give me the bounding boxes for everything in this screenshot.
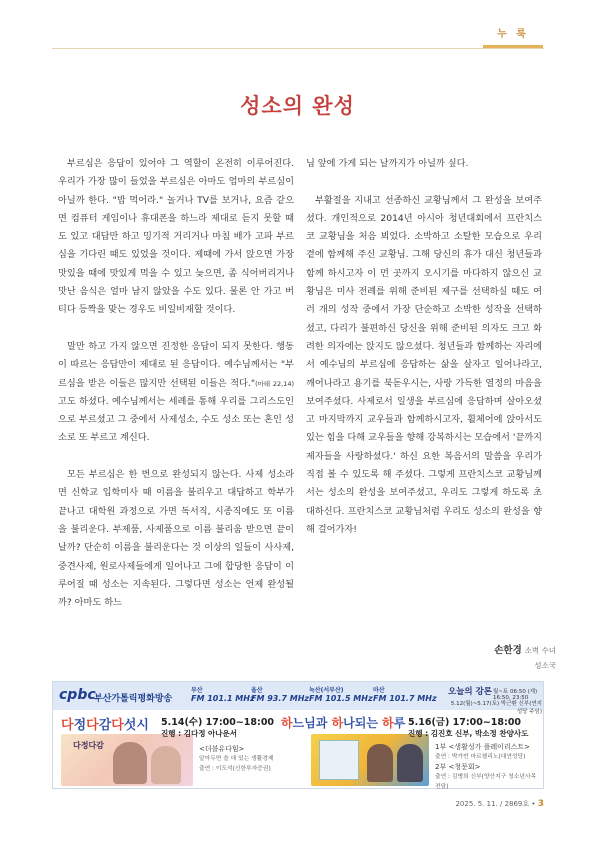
title-part: 느님과 bbox=[292, 716, 332, 730]
program1-detail bbox=[199, 744, 307, 774]
photo-label: 다정다감 bbox=[73, 741, 104, 750]
right-column bbox=[306, 155, 542, 558]
author-role: 소벽 수녀 bbox=[524, 646, 556, 655]
author-line bbox=[306, 642, 556, 656]
frequency bbox=[251, 685, 309, 703]
paragraph-text: 고도 하셨다. 예수님께서는 세례를 통해 우리를 그리스도인으로 부르셨고 그 중에서 사제성소, 수도 성소 또는 혼인 성소로 또 부르고 계신다. bbox=[58, 395, 294, 444]
guest-figure bbox=[397, 744, 423, 782]
section-label: 누 룩 bbox=[497, 29, 529, 40]
program2-photo bbox=[311, 734, 429, 786]
issue-info: 2025. 5. 11. / 2869호 • bbox=[455, 800, 536, 808]
paragraph: 부활절을 지내고 선종하신 교황님께서 그 완성을 보여주셨다. 개인적으로 2014년 아시아 청년대회에서 프란치스코 교황님을 처음 뵈었다. 소박하고 소탈한 모습으로 우리 곁에 함께해 주신 교황님. 그해 당신의 휴가 대신 청년들과 함께 하시고자 이 먼 곳까지 오시기를 마다하지 않으신 교황님은 미사 전례를 위해 준비된 제구를 선택하실 때도 여러 개의 성작 중에서 가장 단순하고 소박한 성작을 선택하셨고, 다리가 불편하신 당신을 위해 준비된 의자도 크고 화려한 의자에는 앉지도 않으셨다. 청년들과 함께하는 자리에서 예수님의 부르심에 응답하는 삶을 살자고 일어나라고, 깨어나라고 용기를 북돋우시는, 사랑 가득한 열정의 마음을 보여주셨다. 사제로서 일생을 부르심에 응답하며 살아오셨고 마지막까지 교우들과 함께하시고자, 휠체어에 앉아서도 있는 힘을 다해 교우들을 향해 강복하시는 모습에서 '끝까지 제자들을 사랑하셨다.' 하신 요한 복음서의 말씀을 우리가 직접 볼 수 있도록 해 주셨다. 그렇게 프란치스코 교황님께서는 성소의 완성을 보여주셨고, 우리도 그렇게 하도록 초대하신다. 프란치스코 교황님처럼 우리도 성소의 완성을 향해 걸어가자! bbox=[306, 194, 542, 535]
freq-location: 울산 bbox=[251, 687, 263, 694]
freq-value: FM 101.7 MHz bbox=[373, 694, 437, 703]
program1-date: 5.14(수) 17:00~18:00 bbox=[161, 717, 275, 728]
station-name: 부산가톨릭평화방송 bbox=[94, 694, 173, 704]
cpbc-logo: cpbc bbox=[59, 687, 96, 703]
frequency bbox=[309, 685, 373, 703]
author-name: 손한경 bbox=[494, 645, 522, 656]
featured-show-time: 월~토 06:50 (재) 16:50, 23:50 bbox=[493, 689, 538, 701]
citation: (마태 22,14) bbox=[255, 379, 294, 388]
title-part: 감 bbox=[98, 718, 112, 733]
top-rule bbox=[52, 48, 544, 49]
program1-photo bbox=[61, 734, 193, 786]
page-number: 3 bbox=[537, 799, 544, 809]
detail-line: 출연 : 김병희 신부(양산지구 청소년사목 전담) bbox=[435, 774, 537, 790]
host-figure bbox=[113, 742, 147, 784]
paragraph-text: 말만 하고 가지 않으면 진정한 응답이 되지 못한다. 행동이 따르는 응답만이 제대로 된 응답이다. 예수님께서는 "부르심을 받은 이들은 많지만 선택된 이들은 적다." bbox=[58, 340, 294, 389]
featured-show-title: 오늘의 강론 bbox=[448, 687, 493, 697]
frequency bbox=[373, 685, 437, 703]
title-part: 정 bbox=[73, 718, 87, 733]
title-part: 하 bbox=[331, 716, 344, 730]
freq-value: FM 101.5 MHz bbox=[309, 694, 373, 703]
title-part: 다 bbox=[86, 718, 99, 733]
featured-show-sub: 5.12(월)~5.17(토) 박근환 신부(연지성당 주임) bbox=[450, 701, 542, 715]
article-title: 성소의 완성 bbox=[240, 94, 355, 118]
title-part: 하 bbox=[281, 716, 293, 730]
page-footer bbox=[0, 799, 544, 809]
paragraph: 부르심은 응답이 있어야 그 역할이 온전히 이루어진다. 우리가 가장 많이 들었을 부르심은 아마도 엄마의 부르심이 아닐까 한다. "밥 먹어라." 놀거나 TV를 보거나, 요즘 같으면 컴퓨터 게임이나 휴대폰을 하느라 제대로 듣지 못할 때도 있고 대답만 하고 밍기적 거리거나 마침 배가 고파 부르심을 기다린 때도 있었을 것이다. 제때에 가서 앉으면 가장 맛있을 때에 맛있게 먹을 수 있고 늦으면, 좀 식어버리거나 맛난 음식은 얼마 남지 않았을 수도 있다. 물론 안 가고 버티다 등짝을 맞는 경우도 비일비재할 것이다. bbox=[58, 158, 294, 316]
radio-ad bbox=[52, 681, 544, 789]
detail-line: 출연 : 이도석(신한투자증권) bbox=[199, 766, 271, 772]
title-part: 다 bbox=[61, 718, 74, 733]
freq-value: FM 101.1 MHz bbox=[191, 694, 255, 703]
title-part: 하 bbox=[382, 716, 394, 730]
program2-title bbox=[281, 714, 405, 731]
program2-date: 5.16(금) 17:00~18:00 bbox=[408, 717, 522, 728]
freq-location: 부산 bbox=[191, 687, 203, 694]
detail-line: 알아두면 쓸 데 있는 생활경제 bbox=[199, 756, 274, 762]
title-part: 다 bbox=[111, 718, 124, 733]
program2-host: 진행 : 김진호 신부, 박소정 찬양사도 bbox=[408, 729, 529, 738]
paragraph bbox=[58, 338, 294, 448]
left-column bbox=[58, 155, 294, 631]
photo-panel bbox=[319, 740, 359, 780]
author-org: 성소국 bbox=[534, 661, 556, 670]
detail-line: 출연 : 박가빈 마르첼리노(대연성당) bbox=[435, 754, 526, 760]
title-part: 나되는 bbox=[343, 716, 383, 730]
frequency bbox=[191, 685, 255, 703]
section-tab bbox=[483, 22, 543, 48]
program1-title bbox=[61, 714, 149, 733]
guest-figure bbox=[151, 746, 181, 784]
freq-value: FM 93.7 MHz bbox=[251, 694, 310, 703]
title-part: 루 bbox=[393, 716, 406, 730]
host-figure bbox=[367, 744, 393, 782]
program1-host: 진행 : 김다정 아나운서 bbox=[161, 729, 238, 738]
detail-line: <더블유다힘> bbox=[199, 745, 245, 753]
detail-line: 2부 <청문회> bbox=[435, 763, 481, 771]
title-part: 섯시 bbox=[123, 718, 149, 733]
detail-line: 1부 <생활성가 플레이리스트> bbox=[435, 743, 531, 751]
ad-header bbox=[53, 682, 543, 715]
freq-location: 녹산(서부산) bbox=[309, 687, 344, 694]
paragraph: 님 앞에 가게 되는 날까지가 아닐까 싶다. bbox=[306, 158, 469, 169]
freq-location: 마산 bbox=[373, 687, 385, 694]
program2-detail bbox=[435, 742, 543, 792]
paragraph: 모든 부르심은 한 번으로 완성되지 않는다. 사제 성소라면 신학교 입학미사 때 이름을 불리우고 대답하고 학부가 끝나고 대학원 과정으로 가면 독서직, 시종직에도 또 이름을 불리운다. 부제품, 사제품으로 이름 불리움 받으면 끝이 날까? 단순히 이름을 불리운다는 것 이상의 일들이 사사제, 중견사제, 원로사제들에게 일어나고 그에 합당한 응답이 이루어질 때 성소는 지속된다. 그렇다면 성소는 언제 완성될까? 아마도 하느 bbox=[58, 469, 294, 609]
